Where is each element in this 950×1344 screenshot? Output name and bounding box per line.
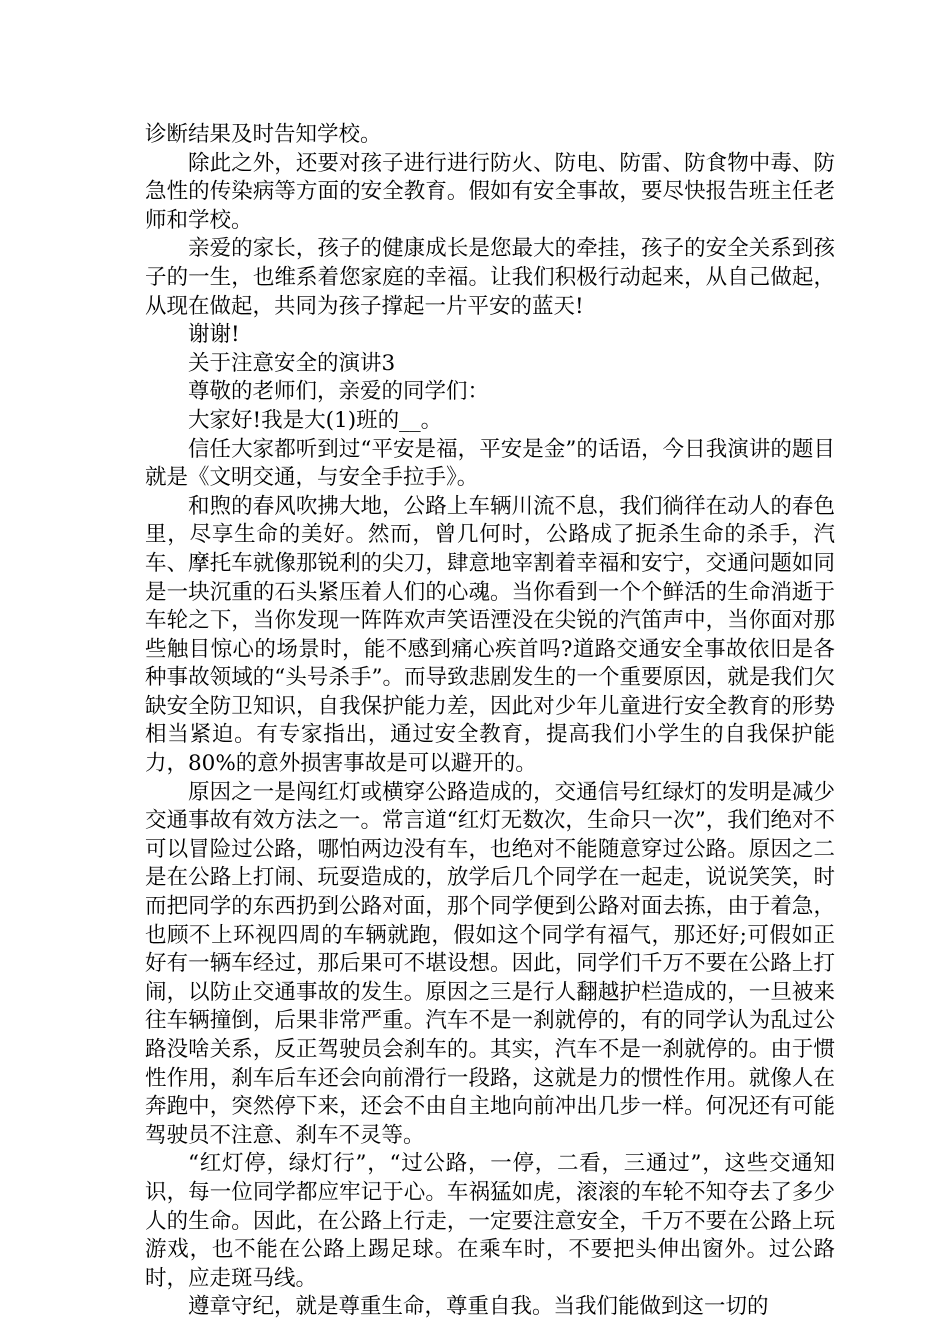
paragraph-12: 遵章守纪，就是尊重生命，尊重自我。当我们能做到这一切的: [188, 1294, 769, 1320]
paragraph-1: 诊断结果及时告知学校。: [145, 122, 382, 147]
document-body: [145, 121, 835, 1322]
speech-title: 关于注意安全的演讲3: [188, 350, 396, 376]
paragraph-thanks: 谢谢!: [188, 322, 240, 348]
paragraph-2: 除此之外，还要对孩子进行进行防火、防电、防雷、防食物中毒、防急性的传染病等方面的安全教育。假如有安全事故，要尽快报告班主任老师和学校。: [145, 150, 835, 233]
greeting: 大家好!我是大(1)班的__。: [188, 407, 443, 433]
paragraph-10: 原因之一是闯红灯或横穿公路造成的，交通信号红绿灯的发明是减少交通事故有效方法之一。常言道“红灯无数次，生命只一次”，我们绝对不可以冒险过公路，哪怕两边没有车，也绝对不能随意穿过公路。原因之二是在公路上打闹、玩耍造成的，放学后几个同学在一起走，说说笑笑，时而把同学的东西扔到公路对面，那个同学便到公路对面去拣，由于着急，也顾不上环视四周的车辆就跑，假如这个同学有福气，那还好;可假如正好有一辆车经过，那后果可不堪设想。因此，同学们千万不要在公路上打闹，以防止交通事故的发生。原因之三是行人翻越护栏造成的，一旦被来往车辆撞倒，后果非常严重。汽车不是一刹就停的，有的同学认为乱过公路没啥关系，反正驾驶员会刹车的。其实，汽车不是一刹就停的。由于惯性作用，刹车后车还会向前滑行一段路，这就是力的惯性作用。就像人在奔跑中，突然停下来，还会不由自主地向前冲出几步一样。何况还有可能驾驶员不注意、刹车不灵等。: [145, 779, 835, 1148]
paragraph-3: 亲爱的家长，孩子的健康成长是您最大的牵挂，孩子的安全关系到孩子的一生，也维系着您家庭的幸福。让我们积极行动起来，从自己做起，从现在做起，共同为孩子撑起一片平安的蓝天!: [145, 236, 835, 319]
paragraph-8: 信任大家都听到过“平安是福，平安是金”的话语，今日我演讲的题目就是《文明交通，与安全手拉手》。: [145, 436, 835, 491]
paragraph-9: 和煦的春风吹拂大地，公路上车辆川流不息，我们徜徉在动人的春色里，尽享生命的美好。然而，曾几何时，公路成了扼杀生命的杀手，汽车、摩托车就像那锐利的尖刀，肆意地宰割着幸福和安宁，交通问题如同是一块沉重的石头紧压着人们的心魂。当你看到一个个鲜活的生命消逝于车轮之下，当你发现一阵阵欢声笑语湮没在尖锐的汽笛声中，当你面对那些触目惊心的场景时，能不感到痛心疾首吗?道路交通安全事故依旧是各种事故领域的“头号杀手”。而导致悲剧发生的一个重要原因，就是我们欠缺安全防卫知识，自我保护能力差，因此对少年儿童进行安全教育的形势相当紧迫。有专家指出，通过安全教育，提高我们小学生的自我保护能力，80%的意外损害事故是可以避开的。: [145, 493, 835, 777]
paragraph-11: “红灯停，绿灯行”，“过公路，一停，二看，三通过”，这些交通知识，每一位同学都应牢记于心。车祸猛如虎，滚滚的车轮不知夺去了多少人的生命。因此，在公路上行走，一定要注意安全，千万不要在公路上玩游戏，也不能在公路上踢足球。在乘车时，不要把头伸出窗外。过公路时，应走斑马线。: [145, 1151, 835, 1291]
salutation: 尊敬的老师们，亲爱的同学们：: [188, 379, 490, 405]
